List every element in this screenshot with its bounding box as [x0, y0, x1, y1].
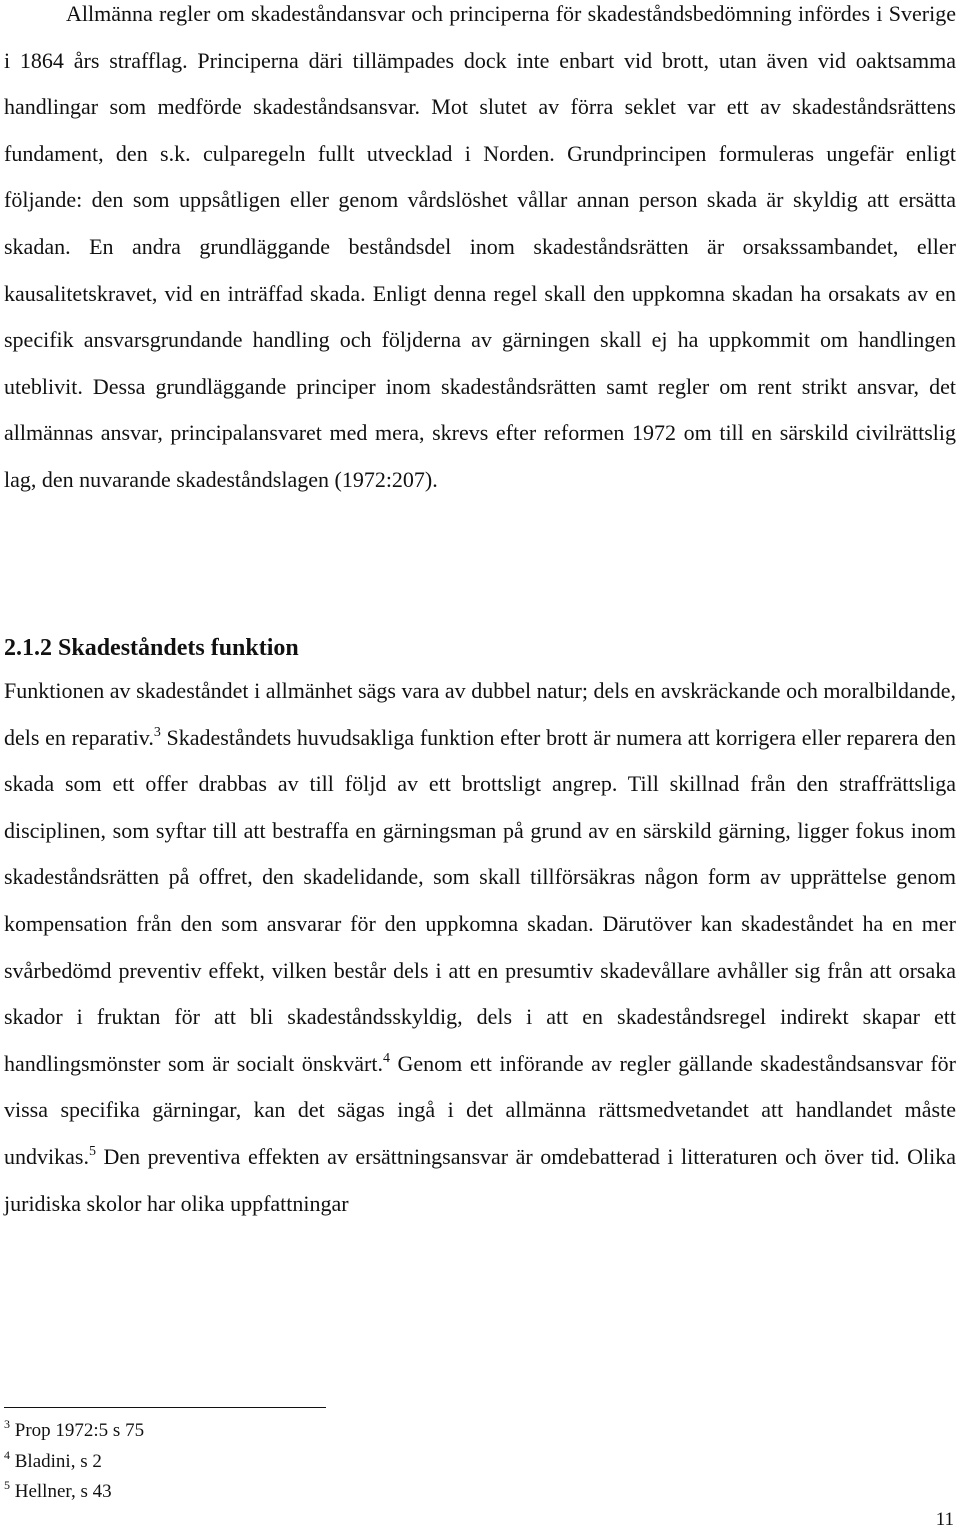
footnote-ref-5[interactable]: 5	[88, 1143, 96, 1159]
body-paragraph-1	[4, 0, 956, 504]
paragraph-2-part-4: Den preventiva effekten av ersättningsansvar är omdebatterad i litteraturen och över tid. Olika juridiska skolor har olika uppfattningar	[4, 1143, 956, 1216]
footnote-number: 3	[4, 1417, 10, 1431]
body-paragraph-2	[4, 668, 956, 1227]
paragraph-2-part-1: Funktionen av skadeståndet i allmänhet sägs vara av dubbel natur; dels en avskräckande och moralbildande, dels en reparativ.	[4, 678, 956, 750]
paragraph-2-part-2: Skadeståndets huvudsakliga funktion efter brott är numera att korrigera eller reparera den skada som ett offer drabbas av till följd av ett brottsligt angrep. Till skillnad från den straffrättsliga disciplinen, som syftar till att bestraffa en gärningsman på grund av en särskild gärning, ligger fokus inom skadeståndsrätten på offret, den skadelidande, som skall tillförsäkras någon form av upprättelse genom kompensation från den som ansvarar för den uppkomna skadan. Därutöver kan skadeståndet ha en mer svårbedömd preventiv effekt, vilken består dels i att en presumtiv skadevållare avhåller sig från att orsaka skador i fruktan för att bli skadeståndsskyldig, dels i att en skadeståndsregel indirekt skapar ett handlingsmönster som är socialt önskvärt.	[4, 724, 956, 1076]
footnote-text: Bladini, s 2	[14, 1450, 102, 1472]
body-paragraph-1-text: Allmänna regler om skadeståndansvar och principerna för skadeståndsbedömning infördes i Sverige i 1864 års strafflag. Principerna däri tillämpades dock inte enbart vid brott, utan även vid oaktsamma handlingar som medförde skadeståndsansvar. Mot slutet av förra seklet var ett av skadeståndsrättens fundament, den s.k. culparegeln fullt utvecklad i Norden. Grundprincipen formuleras ungefär enligt följande: den som uppsåtligen eller genom vårdslöshet vållar annan person skada är skyldig att ersätta skadan. En andra grundläggande beståndsdel inom skadeståndsrätten är orsakssambandet, eller kausalitetskravet, vid en inträffad skada. Enligt denna regel skall den uppkomna skadan ha orsakats av en specifik ansvarsgrundande handling och följderna av gärningen skall ej ha uppkommit om handlingen uteblivit. Dessa grundläggande principer inom skadeståndsrätten samt regler om rent strikt ansvar, det allmännas ansvar, principalansvaret med mera, skrevs efter reformen 1972 om till en särskild civilrättslig lag, den nuvarande skadeståndslagen (1972:207).	[4, 1, 956, 492]
footnote-separator	[4, 1407, 326, 1408]
paragraph-2-part-3: Genom ett införande av regler gällande skadeståndsansvar för vissa specifika gärningar, kan det sägas ingå i det allmänna rättsmedvetandet att handlandet måste undvikas.	[4, 1050, 956, 1169]
footnote-ref-3[interactable]: 3	[153, 724, 161, 740]
footnote-item	[4, 1477, 144, 1508]
footnote-text: Hellner, s 43	[14, 1481, 112, 1502]
page-number: 11	[935, 1509, 954, 1530]
footnote-item	[4, 1447, 144, 1478]
section-heading: 2.1.2 Skadeståndets funktion	[4, 635, 299, 661]
footnote-list	[4, 1416, 144, 1508]
footnote-number: 4	[4, 1447, 10, 1462]
footnote-number: 5	[4, 1478, 10, 1492]
footnote-text: Prop 1972:5 s 75	[14, 1420, 145, 1441]
footnote-ref-4[interactable]: 4	[383, 1050, 390, 1066]
footnote-item	[4, 1416, 144, 1447]
